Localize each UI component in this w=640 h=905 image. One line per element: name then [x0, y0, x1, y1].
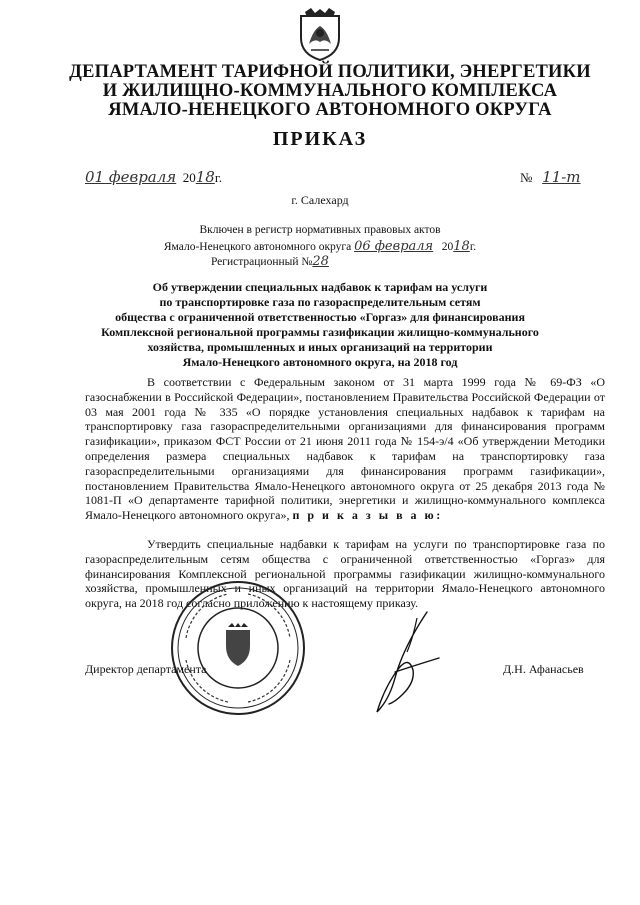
year-prefix: 20 [182, 170, 196, 185]
subject-line: по транспортировке газа по газораспределительным сетям [159, 295, 481, 309]
subject-line: общества с ограниченной ответственностью «Горгаз» для финансирования [115, 310, 525, 324]
official-seal-stamp [168, 578, 308, 718]
handwritten-signature [355, 608, 445, 718]
number-label: № [520, 170, 533, 185]
subject-line: хозяйства, промышленных и иных организаций на территории [147, 340, 493, 354]
registry-year-prefix: 20 [441, 241, 454, 253]
registry-line-3 [0, 254, 600, 269]
date-handwritten: 01 февраля [85, 168, 177, 186]
registry-number-label: Регистрационный № [210, 256, 313, 268]
subject-line: Ямало-Ненецкого автономного округа, на 2018 год [182, 355, 458, 369]
preamble-paragraph [85, 375, 605, 523]
city: г. Салехард [291, 193, 349, 207]
registry-line-1: Включен в регистр нормативных правовых актов [199, 224, 441, 236]
order-number [520, 168, 581, 186]
department-name-line-1: ДЕПАРТАМЕНТ ТАРИФНОЙ ПОЛИТИКИ, ЭНЕРГЕТИКИ [69, 62, 591, 82]
department-name-line-2: И ЖИЛИЩНО-КОММУНАЛЬНОГО КОМПЛЕКСА [102, 81, 558, 101]
registry-region: Ямало-Ненецкого автономного округа [163, 241, 352, 253]
year-handwritten: 18 [195, 168, 215, 186]
coat-of-arms-emblem [297, 8, 343, 62]
resolution-paragraph: Утвердить специальные надбавки к тарифам на услуги по транспортировке газа по газораспределительным сетям общества с ограниченной ответственностью «Горгаз» для финансирования Комплексной региональной программы газификации жилищно-коммунального хозяйства, промышленных и иных организаций на территории Ямало-Ненецкого автономного округа, на 2018 год согласно приложению к настоящему приказу. [85, 537, 605, 611]
document-title: ПРИКАЗ [272, 128, 368, 150]
preamble-text: В соответствии с Федеральным законом от 31 марта 1999 года № 69-ФЗ «О газоснабжении в Российской Федерации», постановлением Правительства Российской Федерации от 03 мая 2001 года № 335 «О порядке установления специальных надбавок к тарифам на транспортировку газа газораспределительными организациями для финансирования программ газификации», приказом ФСТ России от 21 июня 2011 года № 154-э/4 «Об утверждении Методики определения размера специальных надбавок к тарифам на транспортировку газа газораспределительными организациями для финансирования программ газификации», постановлением Правительства Ямало-Ненецкого автономного округа от 25 декабря 2013 года № 1081-П «О департаменте тарифной политики, энергетики и жилищно-коммунального комплекса Ямало-Ненецкого автономного округа», [85, 375, 605, 523]
subject-line: Комплексной региональной программы газификации жилищно-коммунального [101, 325, 539, 339]
year-suffix: г. [214, 170, 222, 185]
command-word: п р и к а з ы в а ю: [292, 508, 443, 523]
subject-line: Об утверждении специальных надбавок к тарифам на услуги [152, 280, 488, 294]
number-handwritten: 11-т [542, 168, 581, 186]
order-date [85, 168, 222, 186]
registry-year-handwritten: 18 [453, 239, 470, 254]
signatory-position: Директор департамента [85, 662, 207, 676]
department-name-line-3: ЯМАЛО-НЕНЕЦКОГО АВТОНОМНОГО ОКРУГА [108, 100, 552, 120]
subject-heading [60, 280, 580, 370]
registry-date-handwritten: 06 февраля [354, 239, 434, 254]
signatory-name: Д.Н. Афанасьев [503, 662, 584, 676]
registry-year-suffix: г. [469, 241, 477, 253]
registry-number-handwritten: 28 [312, 254, 329, 269]
registry-line-2 [0, 239, 640, 254]
